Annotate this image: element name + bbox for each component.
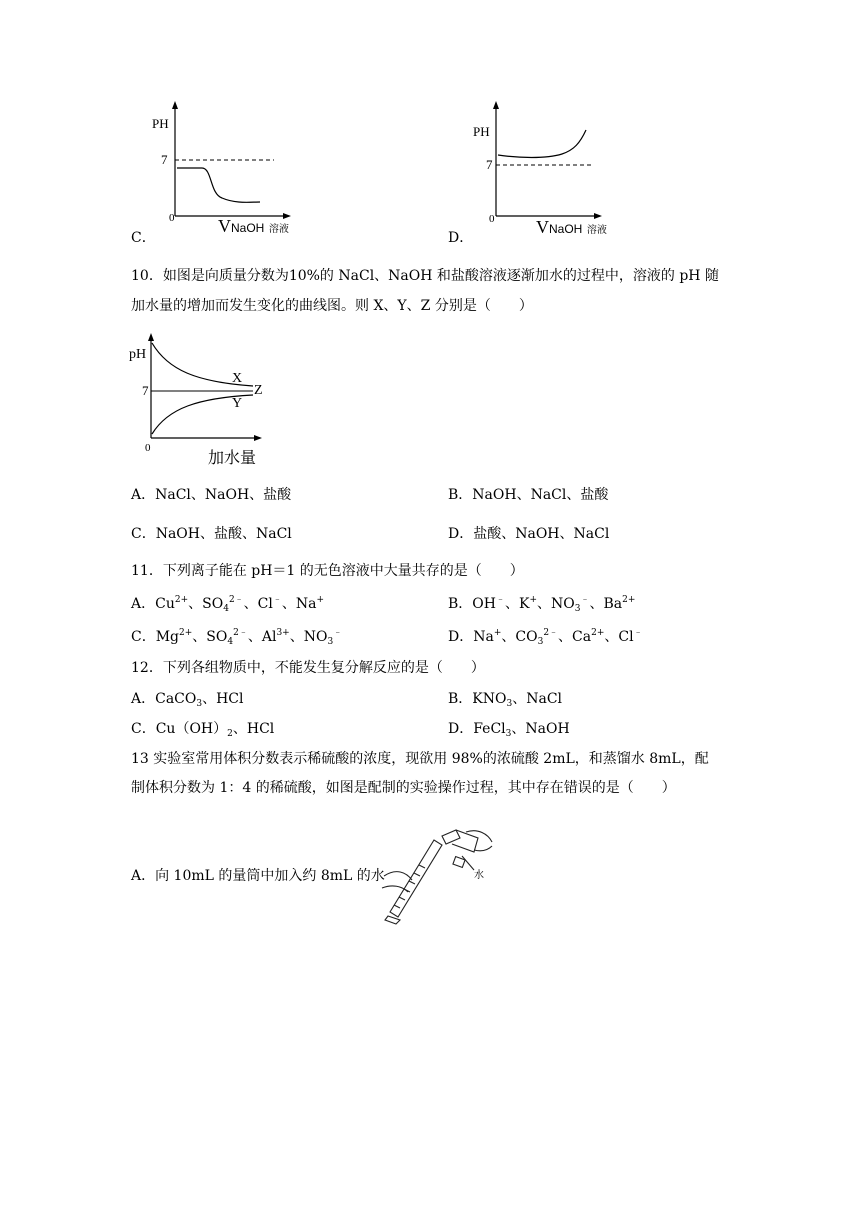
- graph-d: [448, 98, 628, 248]
- q12-option-b: B．$KNO_3$、NaCl: [448, 691, 563, 709]
- curve-y-label: Y: [232, 396, 243, 411]
- ph-curve: [177, 168, 260, 202]
- q13-figure: [382, 828, 494, 924]
- option-d-label: D．: [448, 230, 474, 246]
- y7-label: 7: [161, 152, 168, 167]
- q12-stem: 12．下列各组物质中，不能发生复分解反应的是（ ）: [131, 660, 485, 676]
- bottle-neck: [442, 830, 460, 844]
- water-label: 水: [474, 870, 484, 881]
- y7-label: 7: [142, 383, 149, 398]
- q10-graph: [128, 330, 278, 470]
- cylinder-body: [390, 840, 442, 917]
- origin-label: 0: [145, 442, 151, 454]
- q12-option-d: D．FeCl$_3$、NaOH: [448, 721, 570, 739]
- q10-option-c: C．NaOH、盐酸、NaCl: [131, 526, 292, 542]
- y-axis-label: PH: [152, 116, 169, 131]
- q11-stem: 11．下列离子能在 pH＝1 的无色溶液中大量共存的是（ ）: [131, 563, 524, 579]
- y-axis-arrow: [172, 101, 178, 109]
- option-c-label: C．: [131, 230, 156, 246]
- x-axis-label: VNaOH 溶液: [218, 216, 289, 236]
- y-axis-label: pH: [129, 347, 147, 362]
- q13-stem-line1: 13 实验室常用体积分数表示稀硫酸的浓度，现欲用 98%的浓硫酸 2mL，和蒸馏水 8mL，配: [131, 751, 709, 767]
- q10-option-d: D．盐酸、NaOH、NaCl: [448, 526, 610, 542]
- right-hand: [466, 831, 492, 851]
- x-axis-arrow: [254, 435, 262, 441]
- q12-option-c: C．$Cu(OH)_2$、HCl: [131, 721, 275, 739]
- graph-c: [128, 98, 308, 248]
- q13-stem-line2: 制体积分数为 1：4 的稀硫酸，如图是配制的实验操作过程，其中存在错误的是（ ）: [131, 780, 676, 796]
- x-axis-label: VNaOH 溶液: [536, 217, 607, 237]
- origin-label: 0: [489, 213, 495, 225]
- q12-option-a: A．CaCO$_3$、HCl: [131, 691, 244, 709]
- q13-option-a: A．向 10mL 的量筒中加入约 8mL 的水: [131, 868, 385, 884]
- curve-z-label: Z: [254, 383, 263, 398]
- y-axis-arrow: [493, 101, 499, 109]
- q10-option-b: B．NaOH、NaCl、盐酸: [448, 487, 609, 503]
- y-axis-arrow: [148, 333, 154, 341]
- q10-stem-line2: 加水量的增加而发生变化的曲线图。则 X、Y、Z 分别是（ ）: [131, 298, 533, 314]
- curve-x-label: X: [232, 371, 243, 386]
- x-axis-label: 加水量: [208, 448, 257, 467]
- q11-option-d: D．Na+、$CO_3^{2﹣}$、$Ca^{2+}$、Cl﹣: [448, 628, 643, 647]
- q10-option-a: A．NaCl、NaOH、盐酸: [131, 487, 292, 503]
- left-hand: [382, 872, 412, 892]
- q11-option-a: A．$Cu^{2+}$、$SO_4^{2﹣}$、Cl﹣、Na+: [131, 595, 325, 614]
- q10-stem-line1: 10．如图是向质量分数为10%的 NaCl、NaOH 和盐酸溶液逐渐加水的过程中，溶液的 pH 随: [131, 268, 719, 284]
- y-axis-label: PH: [473, 124, 490, 139]
- ph-curve: [498, 130, 586, 158]
- q11-option-c: C．$Mg^{2+}$、$SO_4^{2﹣}$、$Al^{3+}$、$NO_3^﹣$: [131, 628, 343, 647]
- q11-option-b: B．OH﹣、K+、$NO_3^﹣$、$Ba^{2+}$: [448, 595, 636, 614]
- y7-label: 7: [486, 157, 493, 172]
- origin-label: 0: [169, 212, 175, 224]
- reagent-bottle: [452, 830, 478, 852]
